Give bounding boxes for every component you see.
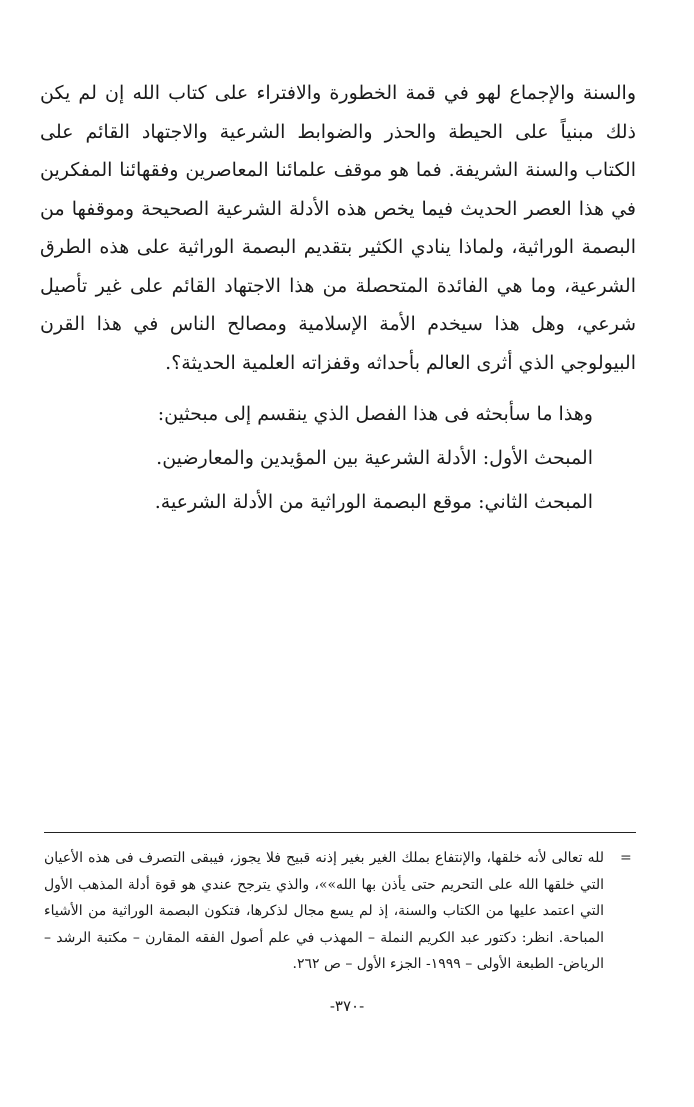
outline-topic-2: المبحث الثاني: موقع البصمة الوراثية من الأدلة الشرعية. (154, 491, 593, 513)
footnote-text: لله تعالى لأنه خلقها، والإنتفاع بملك الغير بغير إذنه قبيح فلا يجوز، فيبقى التصرف فى هذه الأعيان التي خلقها الله على التحريم حتى يأذن بها الله»»، والذي يترجح عندي هو قوة أدلة المذهب الأول التي اعتمد عليها من الكتاب والسنة، إذ لم يسع مجال لذكرها، فتكون البصمة الوراثية من الأشياء المباحة. انظر: دكتور عبد الكريم النملة – المهذب في علم أصول الفقه المقارن – مكتبة الرشد – الرياض- الطبعة الأولى – ١٩٩٩- الجزء الأول – ص ٢٦٢. (44, 850, 604, 972)
main-paragraph: والسنة والإجماع لهو في قمة الخطورة والافتراء على كتاب الله إن لم يكن ذلك مبنياً على الحيطة والحذر والضوابط الشرعية والاجتهاد القائم على الكتاب والسنة الشريفة. فما هو موقف علمائنا المعاصرين وفقهائنا المفكرين في هذا العصر الحديث فيما يخص هذه الأدلة الشرعية الصحيحة وموقفها من البصمة الوراثية، ولماذا ينادي الكثير بتقديم البصمة الوراثية على هذه الطرق الشرعية، وما هي الفائدة المتحصلة من هذا الاجتهاد القائم على غير تأصيل شرعي، وهل هذا سيخدم الأمة الإسلامية ومصالح الناس في هذا القرن البيولوجي الذي أثرى العالم بأحداثه وقفزاته العلمية الحديثة؟. (40, 82, 636, 374)
chapter-outline (40, 392, 593, 524)
outline-intro: وهذا ما سأبحثه فى هذا الفصل الذي ينقسم إلى مبحثين: (157, 403, 593, 425)
footnote-continuation-marker: = (620, 850, 632, 866)
footnote-divider (44, 832, 636, 833)
outline-topic-1: المبحث الأول: الأدلة الشرعية بين المؤيدين والمعارضين. (156, 447, 593, 469)
body-text (40, 74, 636, 382)
page-number: -٣٧٠- (329, 997, 365, 1015)
footnote (44, 845, 604, 978)
